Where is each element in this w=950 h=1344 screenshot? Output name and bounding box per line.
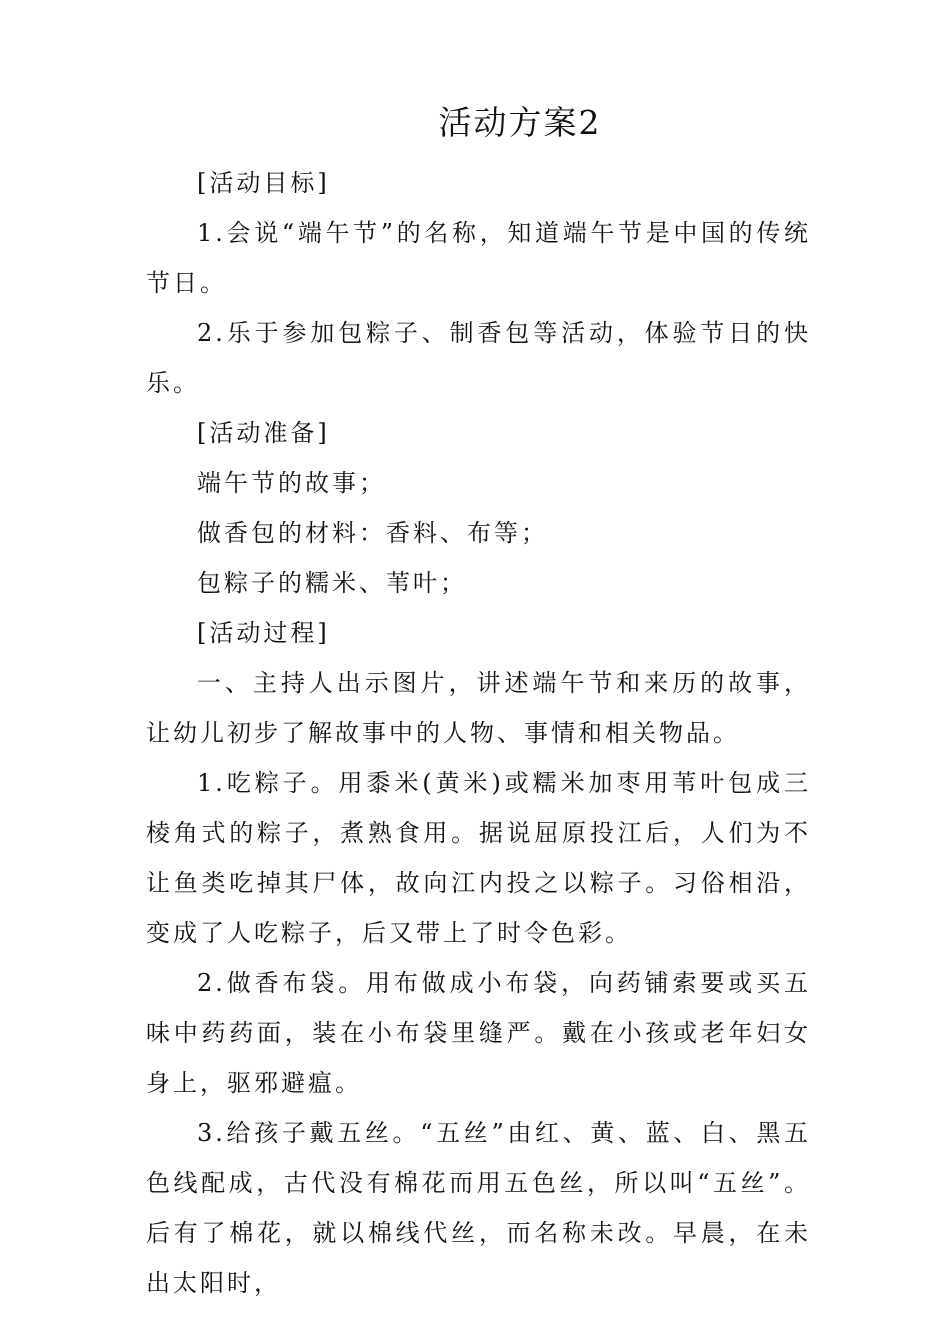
paragraph: 2.乐于参加包粽子、制香包等活动，体验节日的快乐。 [146, 319, 811, 397]
paragraph: 一、主持人出示图片，讲述端午节和来历的故事，让幼儿初步了解故事中的人物、事情和相关物品。 [146, 669, 811, 747]
paragraph: 2.做香布袋。用布做成小布袋，向药铺索要或买五味中药药面，装在小布袋里缝严。戴在小孩或老年妇女身上，驱邪避瘟。 [146, 969, 811, 1097]
paragraph: 1.吃粽子。用黍米(黄米)或糯米加枣用苇叶包成三棱角式的粽子，煮熟食用。据说屈原投江后，人们为不让鱼类吃掉其尸体，故向江内投之以粽子。习俗相沿，变成了人吃粽子，后又带上了时令色彩。 [146, 769, 811, 947]
section-heading-preparation: [活动准备] [197, 419, 330, 447]
paragraph: 1.会说“端午节”的名称，知道端午节是中国的传统节日。 [146, 219, 811, 297]
section-heading-process: [活动过程] [197, 619, 330, 647]
paragraph: 做香包的材料：香料、布等； [197, 519, 548, 547]
paragraph: 3.给孩子戴五丝。“五丝”由红、黄、蓝、白、黑五色线配成，古代没有棉花而用五色丝，所以叫“五丝”。后有了棉花，就以棉线代丝，而名称未改。早晨，在未出太阳时， [146, 1119, 811, 1297]
paragraph: 端午节的故事； [197, 469, 386, 497]
section-heading-goals: [活动目标] [197, 169, 330, 197]
paragraph: 包粽子的糯米、苇叶； [197, 569, 467, 597]
document-title: 活动方案2 [438, 103, 602, 142]
document-body [146, 158, 811, 1308]
